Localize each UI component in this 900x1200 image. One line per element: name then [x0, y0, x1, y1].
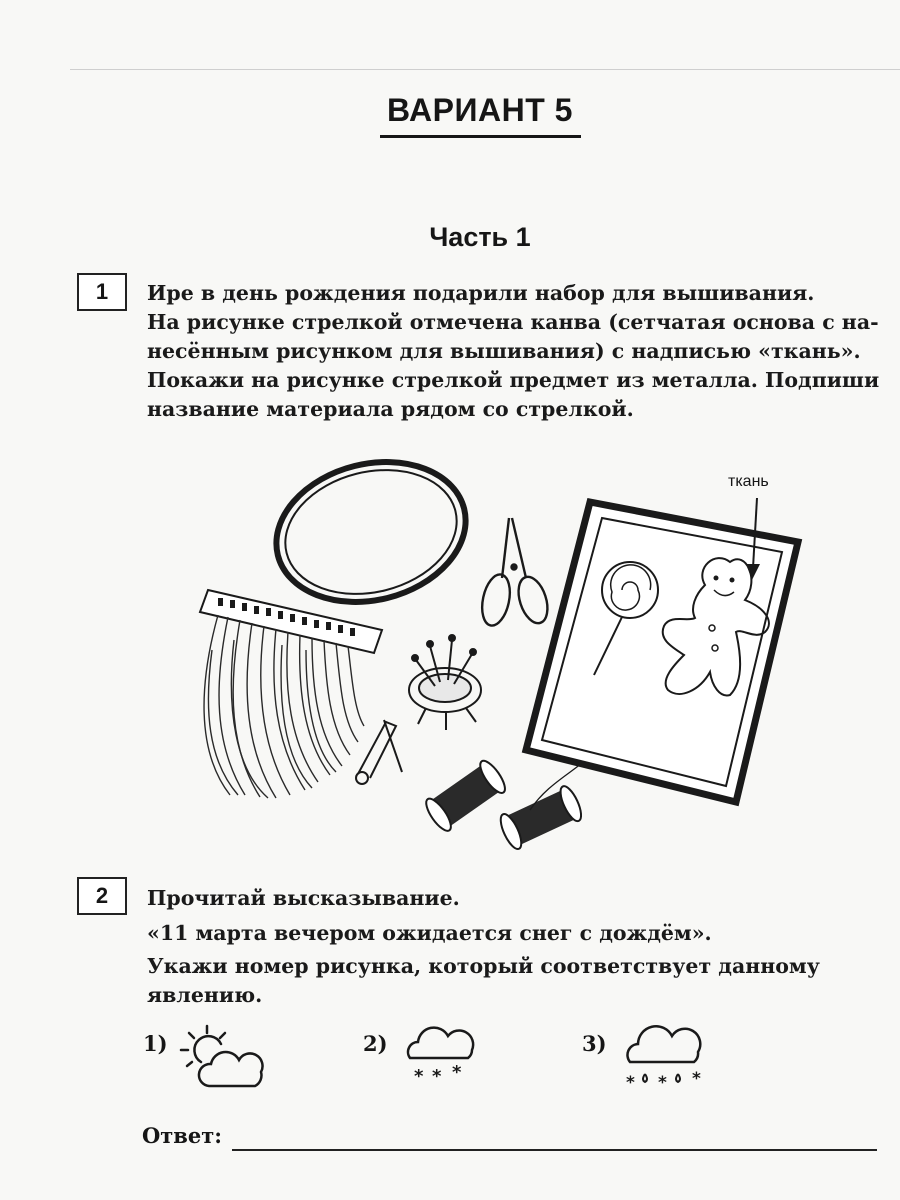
option-1-label: 1)	[143, 1031, 168, 1056]
task-2-text	[147, 884, 882, 1010]
task-2-line: явлению.	[147, 983, 263, 1007]
svg-text:*: *	[626, 1073, 635, 1092]
svg-text:*: *	[658, 1073, 667, 1092]
cloud-snow-rain-icon[interactable]	[620, 1022, 710, 1092]
embroidery-kit-illustration[interactable]	[190, 450, 820, 860]
canvas-icon	[526, 502, 798, 802]
safety-pin-icon	[356, 720, 402, 784]
task-1-line: Ире в день рождения подарили набор для вышивания.	[147, 281, 815, 305]
variant-title: ВАРИАНТ 5	[387, 92, 573, 128]
option-2-label: 2)	[363, 1031, 388, 1056]
pincushion-icon	[409, 635, 481, 730]
part-title: Часть 1	[429, 222, 531, 252]
task-2-intro: Прочитай высказывание.	[147, 886, 460, 910]
cloud-snow-icon[interactable]	[400, 1022, 480, 1086]
yarn-skein-icon	[200, 590, 382, 798]
task-2-quote: «11 марта вечером ожидается снег с дождём».	[147, 921, 712, 945]
answer-field[interactable]	[232, 1149, 877, 1151]
option-3-label: 3)	[582, 1031, 607, 1056]
embroidery-hoop-icon	[261, 450, 480, 621]
title-underline	[380, 135, 581, 138]
task-1-line: Покажи на рисунке стрелкой предмет из металла. Подпиши	[147, 368, 880, 392]
sun-behind-cloud-icon[interactable]	[173, 1022, 273, 1092]
svg-text:*: *	[432, 1066, 442, 1086]
svg-text:*: *	[452, 1062, 462, 1083]
task-2-line: Укажи номер рисунка, который соответствует данному	[147, 954, 820, 978]
svg-text:*: *	[414, 1066, 424, 1086]
svg-text:*: *	[692, 1069, 701, 1089]
task-1-line: несённым рисунком для вышивания) с надписью «ткань».	[147, 339, 861, 363]
task-1-number: 1	[77, 273, 127, 311]
thread-spool-icon	[422, 750, 595, 852]
header-strip	[70, 40, 900, 70]
task-2-number: 2	[77, 877, 127, 915]
task-1-text	[147, 279, 882, 424]
task-1-line: На рисунке стрелкой отмечена канва (сетчатая основа с на-	[147, 310, 879, 334]
scissors-icon	[478, 518, 553, 628]
canvas-label: ткань	[728, 473, 769, 490]
task-1-line: название материала рядом со стрелкой.	[147, 397, 634, 421]
answer-label: Ответ:	[142, 1123, 223, 1148]
